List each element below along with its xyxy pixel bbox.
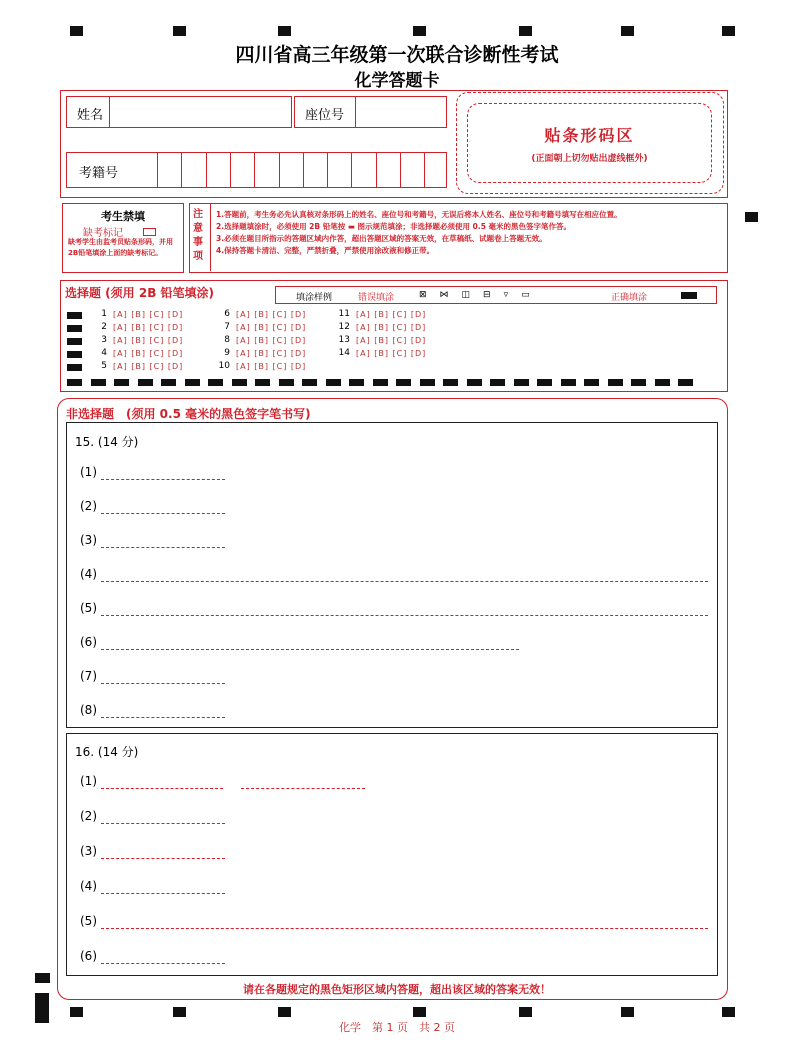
answer-line[interactable] [101, 788, 223, 789]
answer-line[interactable] [101, 513, 225, 514]
row-mark [67, 338, 82, 345]
timing-mark [621, 26, 634, 36]
answer-line[interactable] [101, 649, 519, 650]
part-label: (7) [80, 669, 97, 683]
timing-mark [413, 26, 426, 36]
question-number: 5 [101, 361, 107, 371]
answer-line[interactable] [101, 928, 708, 929]
part-label: (2) [80, 499, 97, 513]
question-number: 12 [338, 322, 350, 332]
answer-options[interactable]: [A] [B] [C] [D] [236, 336, 307, 345]
exam-number-field[interactable] [66, 152, 447, 188]
question-number: 4 [101, 348, 107, 358]
part-label: (5) [80, 601, 97, 615]
row-mark [67, 364, 82, 371]
answer-line[interactable] [101, 717, 225, 718]
timing-mark [138, 379, 153, 386]
timing-mark [279, 379, 294, 386]
timing-mark [232, 379, 247, 386]
timing-mark [302, 379, 317, 386]
answer-options[interactable]: [A] [B] [C] [D] [113, 336, 184, 345]
answer-options[interactable]: [A] [B] [C] [D] [356, 310, 427, 319]
timing-mark [631, 379, 646, 386]
part-label: (4) [80, 879, 97, 893]
answer-options[interactable]: [A] [B] [C] [D] [236, 362, 307, 371]
question-number: 8 [224, 335, 230, 345]
part-label: (1) [80, 465, 97, 479]
answer-line[interactable] [101, 823, 225, 824]
info-box [60, 90, 728, 198]
row-mark [67, 351, 82, 358]
timing-mark [722, 26, 735, 36]
timing-mark [443, 379, 458, 386]
question-number: 3 [101, 335, 107, 345]
mc-title: 选择题 (须用 2B 铅笔填涂) [65, 286, 214, 300]
question-number: 11 [338, 309, 350, 319]
sheet-subtitle: 化学答题卡 [354, 71, 440, 91]
question-number: 13 [338, 335, 350, 345]
timing-mark [173, 26, 186, 36]
timing-mark [467, 379, 482, 386]
row-mark [67, 312, 82, 319]
row-mark [67, 325, 82, 332]
timing-mark [70, 1007, 83, 1017]
page-footer: 化学 第 1 页 共 2 页 [339, 1021, 455, 1034]
barcode-area [456, 92, 724, 194]
timing-mark [413, 1007, 426, 1017]
timing-mark [722, 1007, 735, 1017]
fill-sample: 填涂样例 错误填涂 ⊠⋈◫⊟▿▭ 正确填涂 [275, 286, 717, 304]
timing-mark [519, 1007, 532, 1017]
part-label: (3) [80, 844, 97, 858]
answer-options[interactable]: [A] [B] [C] [D] [236, 310, 307, 319]
absent-title: 考生禁填 [101, 210, 145, 223]
timing-mark [255, 379, 270, 386]
timing-mark [537, 379, 552, 386]
answer-line[interactable] [101, 547, 225, 548]
answer-options[interactable]: [A] [B] [C] [D] [356, 336, 427, 345]
answer-options[interactable]: [A] [B] [C] [D] [236, 323, 307, 332]
timing-mark [519, 26, 532, 36]
q15-label: 15. (14 分) [75, 435, 139, 449]
absent-mark-label: 缺考标记 [83, 228, 123, 239]
part-label: (1) [80, 774, 97, 788]
timing-mark [67, 379, 82, 386]
exam-number-cell [279, 153, 306, 187]
area-warning: 请在各题规定的黑色矩形区域内答题，超出该区域的答案无效！ [243, 983, 551, 996]
answer-line[interactable] [241, 788, 365, 789]
answer-line[interactable] [101, 615, 708, 616]
part-label: (8) [80, 703, 97, 717]
answer-line[interactable] [101, 581, 708, 582]
nc-title: 非选择题 (须用 0.5 毫米的黑色签字笔书写) [66, 407, 311, 421]
exam-number-cell [424, 153, 451, 187]
part-label: (6) [80, 949, 97, 963]
answer-line[interactable] [101, 683, 225, 684]
wrong-fill-icons: ⊠⋈◫⊟▿▭ [419, 290, 543, 300]
timing-mark [420, 379, 435, 386]
question-number: 10 [218, 361, 230, 371]
exam-number-cell [303, 153, 330, 187]
q16-box[interactable] [66, 733, 718, 976]
timing-mark [561, 379, 576, 386]
answer-options[interactable]: [A] [B] [C] [D] [356, 349, 427, 358]
exam-number-cell [254, 153, 281, 187]
question-number: 6 [224, 309, 230, 319]
part-label: (3) [80, 533, 97, 547]
timing-mark [70, 26, 83, 36]
timing-mark [678, 379, 693, 386]
barcode-title: 贴条形码区 [544, 126, 635, 145]
absent-note: 缺考学生由监考员贴条形码，并用2B铅笔填涂上面的缺考标记。 [68, 238, 173, 257]
exam-number-cell [376, 153, 403, 187]
timing-mark [621, 1007, 634, 1017]
timing-mark [278, 1007, 291, 1017]
answer-options[interactable]: [A] [B] [C] [D] [113, 310, 184, 319]
question-number: 9 [224, 348, 230, 358]
exam-number-cell [230, 153, 257, 187]
answer-options[interactable]: [A] [B] [C] [D] [113, 362, 184, 371]
answer-line[interactable] [101, 963, 225, 964]
timing-mark [185, 379, 200, 386]
barcode-note: (正面朝上切勿贴出虚线框外) [531, 154, 648, 164]
notice-box [189, 203, 728, 273]
timing-mark [208, 379, 223, 386]
answer-options[interactable]: [A] [B] [C] [D] [236, 349, 307, 358]
exam-number-cell [351, 153, 378, 187]
exam-title: 四川省高三年级第一次联合诊断性考试 [235, 44, 559, 66]
answer-options[interactable]: [A] [B] [C] [D] [113, 323, 184, 332]
absent-mark-box[interactable] [143, 228, 156, 236]
multiple-choice-section [60, 280, 728, 392]
seat-field[interactable] [294, 96, 447, 128]
timing-mark [161, 379, 176, 386]
notice-list: 1.答题前，考生务必先认真核对条形码上的姓名、座位号和考籍号，无误后将本人姓名、座位号和考籍号填写在相应位置。 2.选择题填涂时，必须使用 2B 铅笔按 ▬ 图示规范填涂；非选择题必须使用 0.5 毫米的黑色签字笔作答。 3.必须在题目所指示的答题区域内作答，超出答题区域的答案无效，在草稿纸、试题卷上答题无效。 4.保持答题卡清洁、完整，严禁折叠，严禁使用涂改液和修正带。 [216, 210, 622, 255]
correct-fill-icon [681, 292, 697, 299]
exam-number-label: 考籍号 [79, 166, 119, 181]
question-number: 1 [101, 309, 107, 319]
part-label: (5) [80, 914, 97, 928]
q16-label: 16. (14 分) [75, 745, 139, 759]
timing-mark [173, 1007, 186, 1017]
part-label: (6) [80, 635, 97, 649]
answer-line[interactable] [101, 893, 225, 894]
timing-mark [490, 379, 505, 386]
timing-mark [278, 26, 291, 36]
answer-options[interactable]: [A] [B] [C] [D] [356, 323, 427, 332]
answer-line[interactable] [101, 479, 225, 480]
answer-line[interactable] [101, 858, 225, 859]
timing-mark [514, 379, 529, 386]
seat-label: 座位号 [305, 108, 345, 123]
question-number: 7 [224, 322, 230, 332]
answer-options[interactable]: [A] [B] [C] [D] [113, 349, 184, 358]
timing-mark [326, 379, 341, 386]
part-label: (2) [80, 809, 97, 823]
timing-mark [114, 379, 129, 386]
name-label: 姓名 [77, 108, 104, 123]
timing-mark [373, 379, 388, 386]
timing-mark [396, 379, 411, 386]
question-number: 2 [101, 322, 107, 332]
exam-number-cell [157, 153, 184, 187]
timing-mark [349, 379, 364, 386]
q15-box[interactable] [66, 422, 718, 728]
timing-mark [91, 379, 106, 386]
timing-mark [584, 379, 599, 386]
exam-number-cell [181, 153, 208, 187]
exam-number-cell [327, 153, 354, 187]
notice-title: 注 意 事 项 [193, 209, 203, 262]
exam-number-cell [400, 153, 427, 187]
exam-number-cell [206, 153, 233, 187]
absent-box [62, 203, 184, 273]
timing-mark [608, 379, 623, 386]
name-field[interactable] [66, 96, 292, 128]
part-label: (4) [80, 567, 97, 581]
timing-mark [745, 212, 758, 222]
question-number: 14 [338, 348, 350, 358]
timing-mark [655, 379, 670, 386]
